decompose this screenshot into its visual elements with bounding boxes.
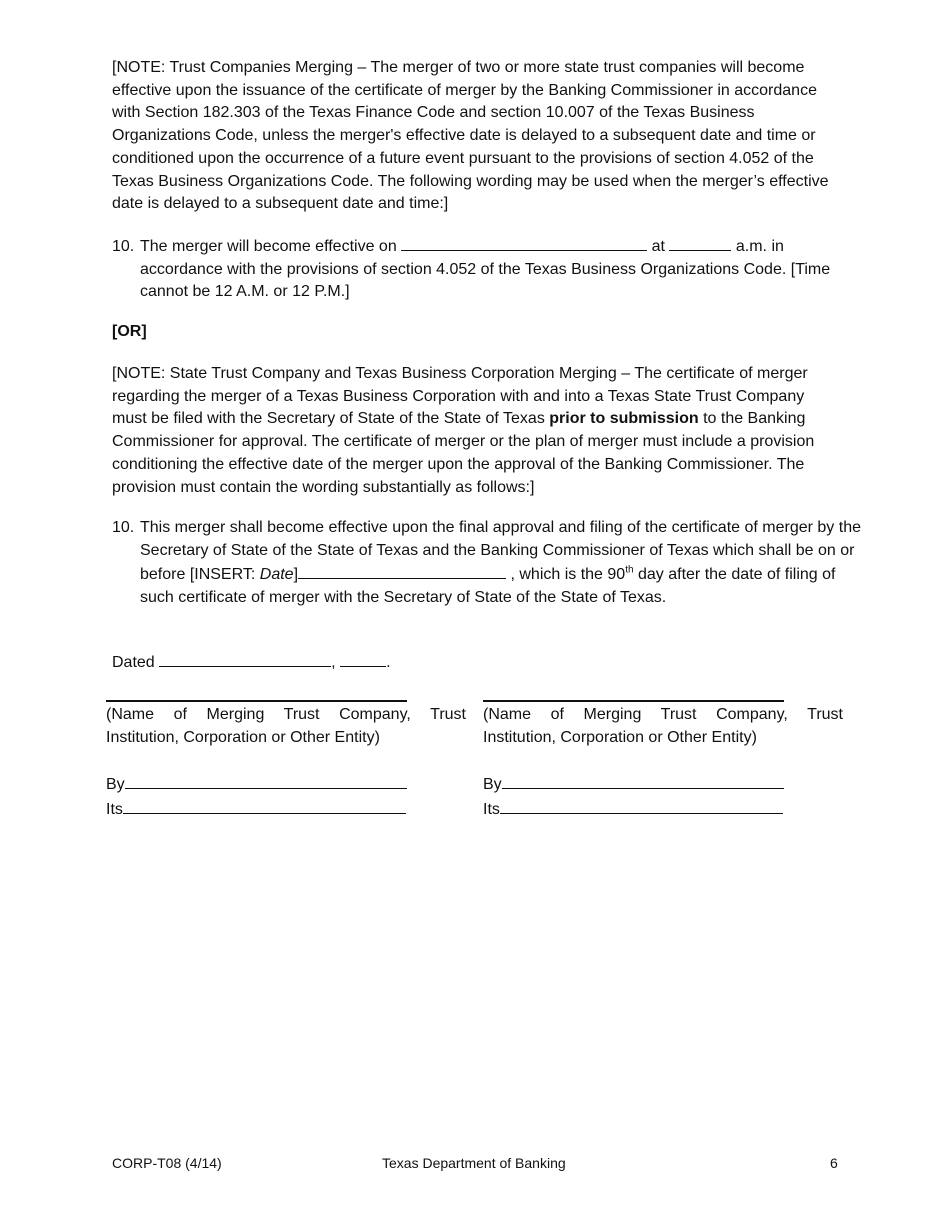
item2-text-part3: , which is the 90 (510, 566, 626, 584)
insert-date-blank[interactable] (298, 562, 506, 579)
item2-text-part4: day after the date of filing of such certificate of merger with the Secretary of State of the State of Texas. (140, 566, 836, 607)
item-text-part3: a.m. in accordance with the provisions of section 4.052 of the Texas Business Organizations Code. [Time cannot be 12 A.M. or 12 P.M.] (140, 238, 831, 301)
by-label: By (106, 776, 125, 794)
or-separator: [OR] (112, 323, 147, 340)
item-number: 10. (112, 519, 135, 536)
effective-date-blank[interactable] (401, 234, 647, 251)
entity-name-signature-line[interactable] (106, 700, 407, 702)
dated-period: . (386, 654, 391, 671)
its-field (483, 797, 843, 822)
item2-text-part1: This merger shall become effective upon the final approval and filing of the certificate of merger by the Secretary of State of the State of Texas and the Banking Commissioner of Texas which shall be on or before [INSERT: (140, 519, 861, 584)
item-number: 10. (112, 238, 135, 255)
item2-bracket: ] (293, 566, 299, 584)
its-field (106, 797, 466, 822)
dated-label: Dated (112, 654, 155, 671)
note2-text-part2: to the Banking Commissioner for approval. The certificate of merger or the plan of merger must include a provision conditioning the effective date of the merger upon the approval of the Banking Commissioner. The provision must contain the wording substantially as follows:] (112, 410, 815, 496)
its-title-blank[interactable] (500, 797, 783, 814)
dated-month-day-blank[interactable] (159, 650, 331, 667)
provision-10-approval-effective-date (112, 517, 870, 610)
note-trust-and-corporation-merging (112, 363, 842, 499)
signature-block-right (483, 700, 843, 822)
entity-name-signature-line[interactable] (483, 700, 784, 702)
provision-10-delayed-effective-date (112, 234, 870, 304)
note2-bold-text: prior to submission (549, 410, 699, 428)
effective-time-blank[interactable] (669, 234, 731, 251)
dated-line (112, 650, 842, 675)
date-placeholder-word: Date (259, 566, 294, 584)
by-field (106, 772, 466, 797)
item-text-part1: The merger will become effective on (140, 238, 397, 255)
footer-page-number: 6 (830, 1155, 838, 1171)
entity-name-label: (Name of Merging Trust Company, Trust Institution, Corporation or Other Entity) (106, 706, 466, 746)
dated-comma: , (331, 654, 336, 671)
signature-block-left (106, 700, 466, 822)
dated-year-blank[interactable] (340, 650, 386, 667)
its-title-blank[interactable] (123, 797, 406, 814)
by-field (483, 772, 843, 797)
its-label: Its (106, 801, 123, 819)
entity-name-label: (Name of Merging Trust Company, Trust Institution, Corporation or Other Entity) (483, 706, 843, 746)
by-signature-blank[interactable] (502, 772, 784, 789)
item-text-part2: at (651, 238, 665, 255)
by-label: By (483, 776, 502, 794)
footer-agency: Texas Department of Banking (382, 1155, 566, 1171)
note2-text-part1: [NOTE: State Trust Company and Texas Business Corporation Merging – The certificate of merger regarding the merger of a Texas Business Corporation with and into a Texas State Trust Company must be filed with the Secretary of State of the State of Texas (112, 365, 808, 428)
ordinal-suffix: th (625, 565, 634, 577)
by-signature-blank[interactable] (125, 772, 407, 789)
note-trust-companies-merging: [NOTE: Trust Companies Merging – The merger of two or more state trust companies will become effective upon the issuance of the certificate of merger by the Banking Commissioner in accordance with Section 182.303 of the Texas Finance Code and section 10.007 of the Texas Business Organizations Code, unless the merger's effective date is delayed to a subsequent date and time or conditioned upon the occurrence of a future event pursuant to the provisions of section 4.052 of the Texas Business Organizations Code. The following wording may be used when the merger’s effective date is delayed to a subsequent date and time:] (112, 59, 829, 213)
its-label: Its (483, 801, 500, 819)
footer-form-id: CORP-T08 (4/14) (112, 1155, 222, 1171)
